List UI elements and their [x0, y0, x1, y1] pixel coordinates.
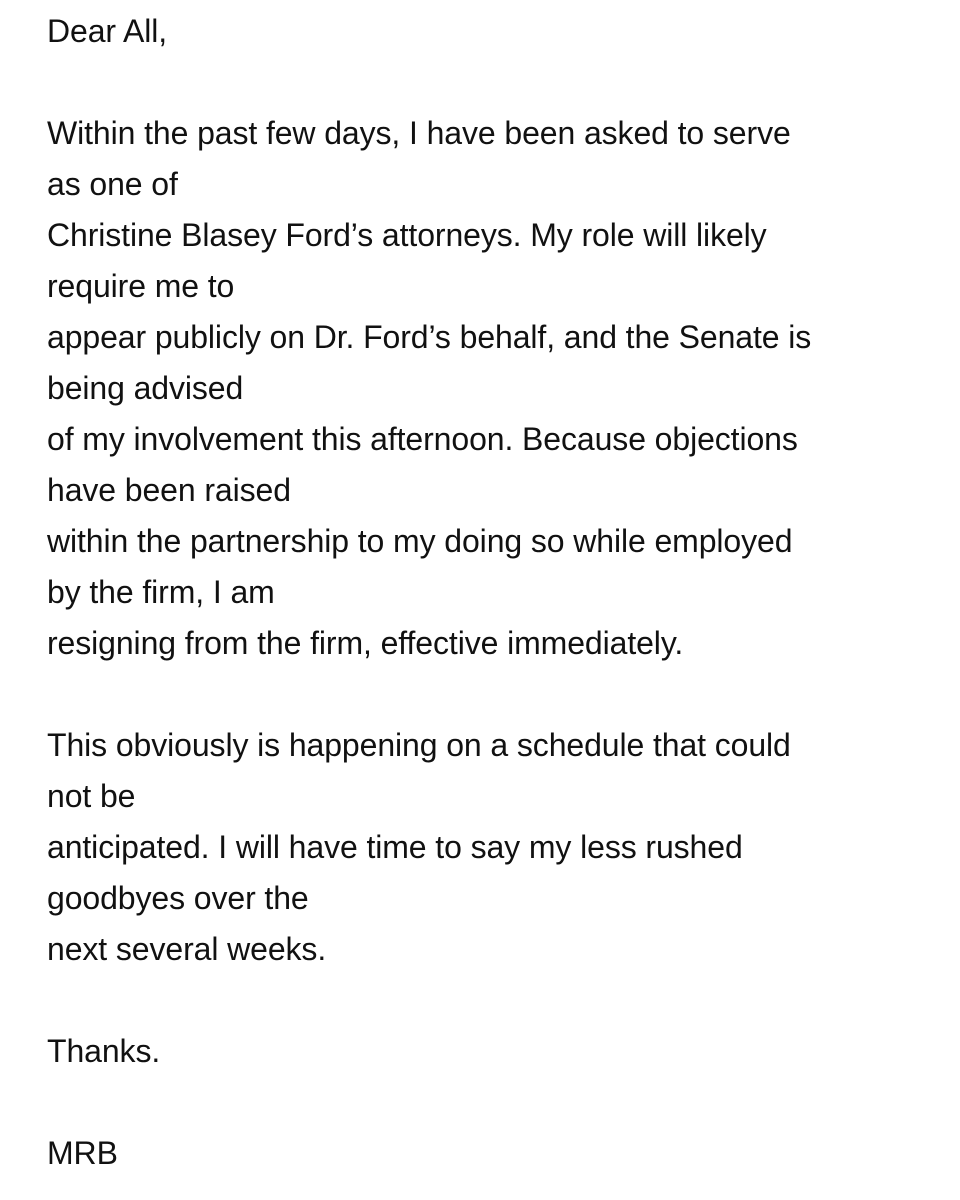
closing-line: Thanks.: [47, 1033, 161, 1069]
paragraph1-line: by the firm, I am: [47, 574, 275, 610]
paragraph-spacer: [47, 57, 947, 108]
paragraph1-line: Within the past few days, I have been asked to serve: [47, 115, 791, 151]
message-body: [47, 6, 947, 1179]
paragraph1-line: of my involvement this afternoon. Because objections: [47, 421, 798, 457]
paragraph2-line: anticipated. I will have time to say my less rushed: [47, 829, 743, 865]
paragraph1-line: have been raised: [47, 472, 291, 508]
paragraph1-line: resigning from the firm, effective immediately.: [47, 625, 684, 661]
paragraph2-line: next several weeks.: [47, 931, 327, 967]
signature-line: MRB: [47, 1135, 118, 1171]
paragraph2-line: not be: [47, 778, 136, 814]
greeting-line: Dear All,: [47, 13, 168, 49]
paragraph1-line: as one of: [47, 166, 178, 202]
paragraph1-line: being advised: [47, 370, 244, 406]
paragraph2-line: This obviously is happening on a schedule that could: [47, 727, 791, 763]
paragraph-spacer: [47, 1077, 947, 1128]
paragraph1-line: within the partnership to my doing so while employed: [47, 523, 793, 559]
paragraph2-line: goodbyes over the: [47, 880, 309, 916]
paragraph1-line: Christine Blasey Ford’s attorneys. My role will likely: [47, 217, 767, 253]
paragraph1-line: appear publicly on Dr. Ford’s behalf, and the Senate is: [47, 319, 812, 355]
paragraph-spacer: [47, 975, 947, 1026]
paragraph-spacer: [47, 669, 947, 720]
paragraph1-line: require me to: [47, 268, 235, 304]
